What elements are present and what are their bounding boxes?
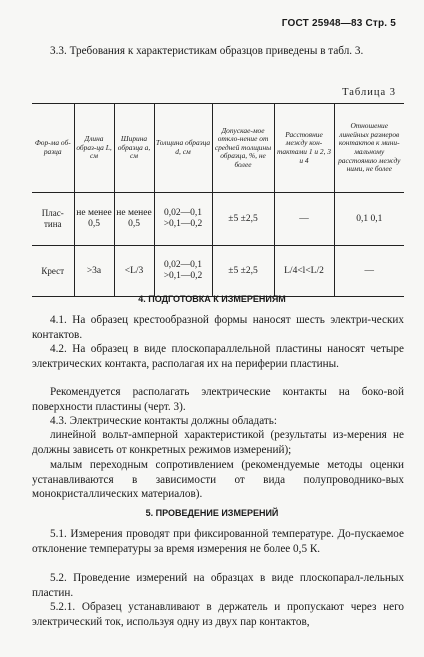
table-3: [32, 103, 404, 297]
table-cell: 0,02—0,1 >0,1—0,2: [154, 246, 212, 297]
table-cell: L/4<l<L/2: [274, 246, 334, 297]
table-cell: 0,02—0,1 >0,1—0,2: [154, 193, 212, 246]
table-header-cell: Допускае-мое откло-нение от средней толщины образца, %, не более: [212, 104, 274, 193]
page-header: ГОСТ 25948—83 Стр. 5: [281, 18, 396, 29]
paragraph-4-2: 4.2. На образец в виде плоскопараллельной пластины наносят четыре электрических контакта, располагая их на периферии пластины.: [32, 343, 404, 370]
table-header-cell: Отношение линейных размеров контактов к мини-мальному расстоянию между ними, не более: [334, 104, 404, 193]
table-cell: ±5 ±2,5: [212, 193, 274, 246]
table-caption: Таблица 3: [342, 87, 396, 98]
table-row: [32, 246, 404, 297]
table-header-cell: Толщина образца d, см: [154, 104, 212, 193]
paragraph-5-2: 5.2. Проведение измерений на образцах в виде плоскопарал-лельных пластин.: [32, 572, 404, 599]
paragraph-4-1: 4.1. На образец крестообразной формы наносят шесть электри-ческих контактов.: [32, 314, 404, 341]
paragraph-4-3: 4.3. Электрические контакты должны обладать:: [50, 415, 277, 427]
paragraph-4-3-item-2: малым переходным сопротивлением (рекомендуемые методы оценки устанавливаются в зависимости от вида полупроводнико-вых монокристаллических материалов).: [32, 459, 404, 500]
table-cell: Крест: [32, 246, 74, 297]
table-header-row: [32, 104, 404, 193]
table-header-cell: Длина образ-ца L, см: [74, 104, 114, 193]
table-cell: —: [334, 246, 404, 297]
table-cell: не менее 0,5: [114, 193, 154, 246]
table-row: [32, 193, 404, 246]
paragraph-4-2-recommendation: Рекомендуется располагать электрические контакты на боко-вой поверхности пластины (черт. 3).: [32, 386, 404, 413]
table-header-cell: Ширина образца a, см: [114, 104, 154, 193]
paragraph-5-1: 5.1. Измерения проводят при фиксированной температуре. До-пускаемое отклонение температуры за время измерения не более 0,5 К.: [32, 528, 404, 555]
paragraph-3-3: 3.3. Требования к характеристикам образцов приведены в табл. 3.: [50, 45, 364, 57]
table-cell: Плас-тина: [41, 208, 64, 229]
table-cell: не менее 0,5: [74, 193, 114, 246]
paragraph-5-2-1: 5.2.1. Образец устанавливают в держатель и пропускают через него электрический ток, используя одну из двух пар контактов,: [32, 601, 404, 628]
table-cell: <L/3: [114, 246, 154, 297]
table-header-cell: Расстояние между кон-тактами 1 и 2, 3 и 4: [274, 104, 334, 193]
table-cell: >3a: [74, 246, 114, 297]
section-4-title: 4. ПОДГОТОВКА К ИЗМЕРЕНИЯМ: [138, 294, 286, 304]
table-cell: ±5 ±2,5: [212, 246, 274, 297]
section-5-title: 5. ПРОВЕДЕНИЕ ИЗМЕРЕНИЙ: [145, 508, 279, 518]
paragraph-4-3-item-1: линейной вольт-амперной характеристикой (результаты из-мерения не должны зависеть от конкретных режимов измерений);: [32, 429, 404, 456]
table-cell: —: [274, 193, 334, 246]
table-header-cell: Фор-ма об-разца: [32, 104, 74, 193]
table-cell: 0,1 0,1: [334, 193, 404, 246]
